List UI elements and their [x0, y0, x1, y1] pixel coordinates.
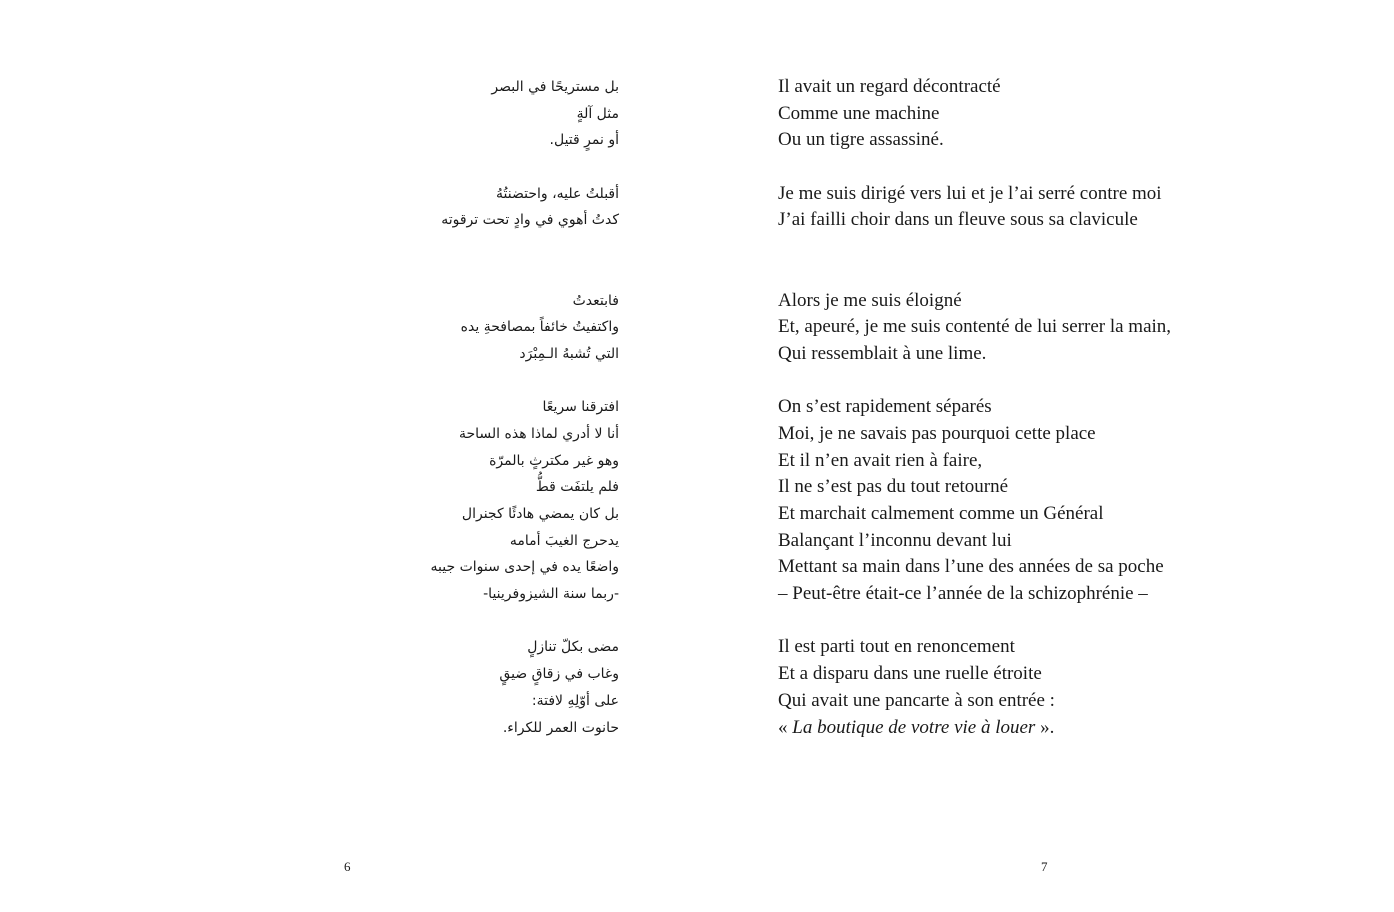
stanza-gap — [778, 368, 1298, 395]
page-number-right: 7 — [1041, 859, 1048, 874]
stanza-gap — [319, 234, 619, 287]
french-line: Ou un tigre assassiné. — [778, 129, 944, 151]
arabic-line: بل مستريحًا في البصر — [491, 79, 619, 95]
french-line: Et il n’en avait rien à faire, — [778, 449, 983, 471]
stanza-gap — [778, 234, 1298, 287]
french-final-line — [778, 715, 1298, 742]
right-page — [697, 0, 1394, 912]
arabic-line: يدحرج الغيبَ أمامه — [509, 532, 619, 549]
arabic-stanza-1 — [319, 74, 619, 154]
french-line: Alors je me suis éloigné — [778, 289, 962, 311]
french-line: Il est parti tout en renoncement — [778, 636, 1015, 658]
arabic-stanza-3 — [319, 288, 619, 368]
arabic-line: -ربما سنة الشيزوفرينيا- — [483, 586, 619, 603]
french-line: Qui ressemblait à une lime. — [778, 342, 987, 364]
stanza-gap — [778, 608, 1298, 635]
arabic-line: فلم يلتفَت قطُّ — [535, 479, 619, 496]
arabic-line: افترقنا سريعًا — [542, 399, 619, 416]
french-line: – Peut-être était-ce l’année de la schizophrénie – — [778, 583, 1148, 605]
arabic-line: مثل آلةٍ — [576, 105, 619, 122]
french-stanza-3 — [778, 288, 1298, 368]
french-line: Je me suis dirigé vers lui et je l’ai serré contre moi — [778, 182, 1162, 204]
stanza-gap — [319, 608, 619, 635]
arabic-line: أقبلتُ عليه، واحتضنتُهُ — [496, 185, 619, 202]
arabic-line: فابتعدتُ — [572, 292, 619, 309]
arabic-line: أو نمرٍ قتيل. — [549, 132, 619, 149]
close-quote: ». — [1035, 716, 1055, 738]
french-line: Et a disparu dans une ruelle étroite — [778, 663, 1042, 685]
stanza-gap — [778, 154, 1298, 181]
arabic-line: التي تُشبهُ الـمِبْرَد — [519, 345, 619, 362]
french-line: Comme une machine — [778, 102, 940, 124]
arabic-line: أنا لا أدري لماذا هذه الساحة — [458, 425, 619, 442]
french-line: Et marchait calmement comme un Général — [778, 503, 1104, 525]
arabic-poem — [319, 74, 619, 741]
french-line: Balançant l’inconnu devant lui — [778, 529, 1012, 551]
arabic-line: حانوت العمر للكراء. — [502, 719, 619, 736]
french-line: Et, apeuré, je me suis contenté de lui serrer la main, — [778, 316, 1172, 338]
arabic-line: واكتفيتُ خائفاً بمصافحةِ يده — [460, 319, 619, 336]
french-line: Moi, je ne savais pas pourquoi cette place — [778, 422, 1096, 444]
french-stanza-1 — [778, 74, 1298, 154]
french-line: J’ai failli choir dans un fleuve sous sa clavicule — [778, 209, 1138, 231]
french-stanza-4 — [778, 394, 1298, 608]
italic-shop-sign-text: La boutique de votre vie à louer — [792, 716, 1036, 738]
french-stanza-5 — [778, 634, 1298, 741]
french-line: Mettant sa main dans l’une des années de sa poche — [778, 556, 1164, 578]
stanza-gap — [319, 154, 619, 181]
stanza-gap — [319, 368, 619, 395]
french-line: Qui avait une pancarte à son entrée : — [778, 689, 1055, 711]
open-quote: « — [778, 716, 793, 738]
arabic-line: واضعًا يده في إحدى سنوات جيبه — [430, 559, 619, 576]
french-poem — [778, 74, 1298, 741]
arabic-line: وهو غير مكترثٍ بالمرّة — [489, 452, 619, 469]
arabic-line: كدتُ أهوي في وادٍ تحت ترقوته — [441, 212, 619, 229]
page-number-left: 6 — [344, 859, 351, 874]
french-line: On s’est rapidement séparés — [778, 396, 992, 418]
arabic-line: بل كان يمضي هادئًا كجنرال — [461, 506, 619, 523]
arabic-stanza-4 — [319, 394, 619, 608]
arabic-line: وغاب في زقاقٍ ضيقٍ — [499, 666, 619, 683]
arabic-line: على أوّلِهِ لافتة: — [531, 692, 619, 709]
french-stanza-2 — [778, 181, 1298, 234]
arabic-line: مضى بكلّ تنازلٍ — [527, 639, 619, 656]
french-line: Il ne s’est pas du tout retourné — [778, 476, 1009, 498]
french-line: Il avait un regard décontracté — [778, 76, 1001, 97]
arabic-stanza-2 — [319, 181, 619, 234]
arabic-stanza-5 — [319, 634, 619, 741]
